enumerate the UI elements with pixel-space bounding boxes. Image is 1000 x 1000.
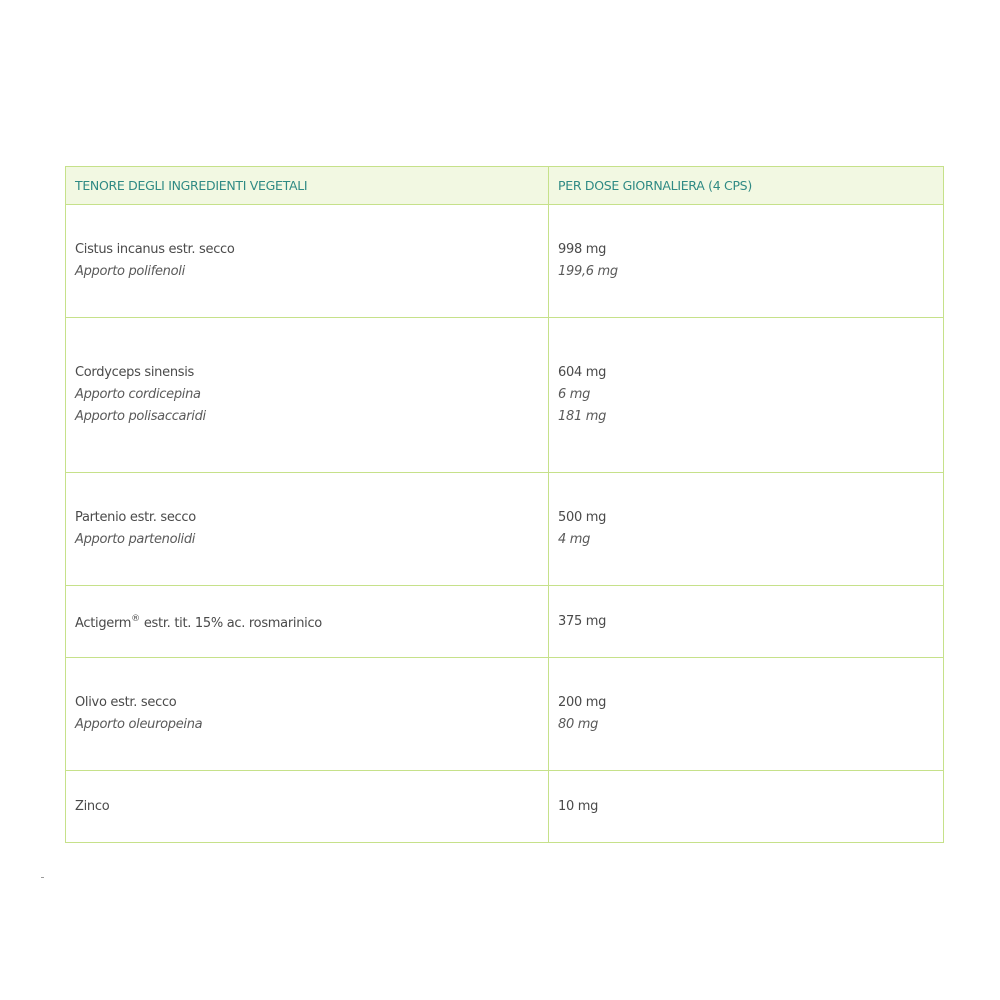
table-row [66, 318, 944, 473]
ingredient-amount: 10 mg [558, 798, 599, 814]
detail-amount: 80 mg [558, 717, 599, 732]
ingredient-name: Cordyceps sinensis [75, 365, 195, 380]
ingredient-detail: Apporto partenolidi [75, 532, 196, 547]
dose-cell [549, 771, 944, 843]
ingredient-cell [66, 658, 549, 771]
dose-cell [549, 205, 944, 318]
ingredient-name: Cistus incanus estr. secco [75, 242, 235, 257]
ingredients-table [65, 166, 944, 843]
ingredient-amount: 375 mg [558, 613, 607, 629]
ingredient-detail: Apporto cordicepina [75, 387, 201, 402]
ingredient-detail: Apporto polisaccaridi [75, 409, 206, 424]
stray-mark [41, 877, 44, 878]
ingredient-name: Olivo estr. secco [75, 695, 177, 710]
ingredient-name: Partenio estr. secco [75, 510, 196, 525]
ingredient-name-line [75, 608, 539, 635]
ingredient-amount: 604 mg [558, 365, 607, 380]
table-row [66, 658, 944, 771]
table-row [66, 771, 944, 843]
ingredient-amount: 200 mg [558, 695, 607, 710]
registered-mark: ® [131, 614, 140, 624]
detail-amount: 181 mg [558, 409, 607, 424]
ingredient-name: Actigerm [75, 616, 132, 631]
ingredient-cell [66, 473, 549, 586]
detail-amount: 199,6 mg [558, 264, 618, 279]
table-row [66, 586, 944, 658]
detail-amount: 6 mg [558, 387, 591, 402]
dose-cell [549, 658, 944, 771]
dose-cell [549, 586, 944, 658]
ingredient-detail: Apporto oleuropeina [75, 717, 203, 732]
ingredient-amount: 500 mg [558, 510, 607, 525]
detail-amount: 4 mg [558, 532, 591, 547]
ingredient-name-suffix: estr. tit. 15% ac. rosmarinico [143, 616, 322, 631]
dose-cell [549, 318, 944, 473]
ingredient-cell [66, 318, 549, 473]
ingredient-amount: 998 mg [558, 242, 607, 257]
table-header-row [66, 167, 944, 205]
header-dose: PER DOSE GIORNALIERA (4 CPS) [549, 167, 944, 205]
table-row [66, 205, 944, 318]
ingredient-cell [66, 205, 549, 318]
table-row [66, 473, 944, 586]
dose-cell [549, 473, 944, 586]
header-ingredient: TENORE DEGLI INGREDIENTI VEGETALI [66, 167, 549, 205]
ingredient-name: Zinco [75, 798, 110, 814]
ingredient-cell [66, 586, 549, 658]
ingredient-detail: Apporto polifenoli [75, 264, 185, 279]
ingredient-cell [66, 771, 549, 843]
